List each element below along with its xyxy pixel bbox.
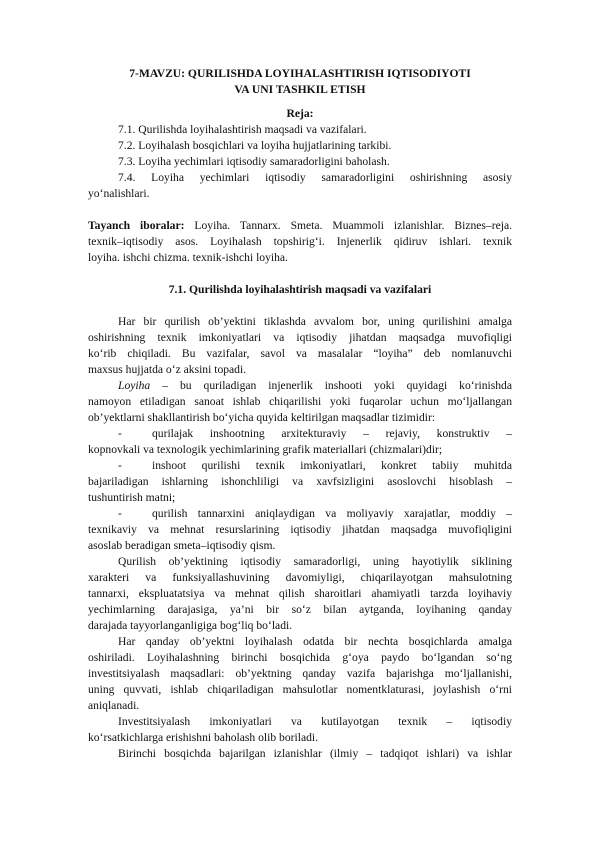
para3-line-3: tannarxi, ekspluatatsiya va mehnat qilish sharoitlari ahamiyatli tarzda loyihaviy (88, 587, 512, 600)
topic-title (88, 66, 512, 98)
bullet-2-dash: - (118, 459, 122, 472)
para2-line-1 (88, 378, 512, 394)
bullet-2-line-3: tushuntirish matni; (88, 491, 176, 504)
para5-line-2: ko‘rsatkichlarga erishishni baholash olib boriladi. (88, 731, 319, 744)
para4-line-4: uning quvvati, ishlab chiqariladigan mahsulotlar nomentklaturasi, joylashish o‘rni (88, 683, 512, 696)
keywords-line-2: texnik–iqtisodiy asos. Loyihalash topshirig‘i. Injenerlik qidiruv ishlari. texnik (88, 235, 512, 248)
para1-line-3: ko‘rib chiqiladi. Bu vazifalar, savol va masalalar “loyiha” deb nomlanuvchi (88, 347, 512, 360)
bullet-1-dash: - (118, 427, 122, 440)
topic-title-line-1: 7-MAVZU: QURILISHDA LOYIHALASHTIRISH IQTISODIYOTI (129, 67, 471, 80)
para4-line-1: Har qanday ob’yektni loyihalash odatda bir nechta bosqichlarda amalga (118, 635, 512, 648)
bullet-3-line-2: texnikaviy va mehnat resurslarining iqtisodiy jihatdan maqsadga muvofiqligini (88, 523, 512, 536)
para2-line-2: namoyon etiladigan sanoat ishlab chiqarilishi yoki fuqarolar uchun mo‘ljallangan (88, 395, 512, 408)
plan-item-1: 7.1. Qurilishda loyihalashtirish maqsadi va vazifalari. (118, 123, 367, 136)
para3-line-2: xarakteri va funksiyallashuvining davomiyligi, chiqarilayotgan mahsulotning (88, 571, 512, 584)
keywords-line-3: loyiha. ishchi chizma. texnik-ishchi loyiha. (88, 251, 288, 264)
bullet-1-line-1: qurilajak inshootning arxitekturaviy – rejaviy, konstruktiv – (152, 427, 512, 440)
plan-item-2: 7.2. Loyihalash bosqichlari va loyiha hujjatlarining tarkibi. (118, 139, 392, 152)
para3-line-4: yechimlarning darajasiga, ya’ni bir so‘z bilan aytganda, loyihaning qanday (88, 603, 512, 616)
loyiha-term: Loyiha (118, 379, 151, 392)
para4-line-3: investitsiyalash maqsadlari: ob’yektning qanday vazifa bajarishga mo‘ljallanishi, (88, 667, 512, 680)
bullet-3-dash: - (118, 507, 122, 520)
bullet-1-line-2: kopnovkali va texnologik yechimlarining grafik materiallari (chizmalari)dir; (88, 443, 443, 456)
para4-line-5: aniqlanadi. (88, 699, 140, 712)
para2-line-3: ob’yektlarni shakllantirish bo‘yicha quyida keltirilgan maqsadlar tizimidir: (88, 411, 436, 424)
keywords-line-1 (88, 218, 512, 234)
para1-line-4: maxsus hujjatda o‘z aksini topadi. (88, 363, 247, 376)
keywords-text-1: Loyiha. Tannarx. Smeta. Muammoli izlanishlar. Biznes–reja. (184, 219, 512, 232)
para3-line-1: Qurilish ob’yektining iqtisodiy samaradorligi, uning hayotiylik siklining (118, 555, 512, 568)
plan-item-3: 7.3. Loyiha yechimlari iqtisodiy samaradorligini baholash. (118, 155, 390, 168)
plan-item-4: 7.4. Loyiha yechimlari iqtisodiy samaradorligini oshirishning asosiy (118, 171, 512, 184)
bullet-3-line-3: asoslab beradigan smeta–iqtisodiy qism. (88, 539, 276, 552)
para1-line-1: Har bir qurilish ob’yektini tiklashda avvalom bor, uning qurilishini amalga (118, 315, 512, 328)
section-heading: 7.1. Qurilishda loyihalashtirish maqsadi va vazifalari (168, 283, 432, 296)
plan-heading: Reja: (286, 107, 314, 120)
para1-line-2: oshirishning texnik imkoniyatlari va iqtisodiy jihatdan maqsadga muvofiqligi (88, 331, 512, 344)
keywords-label: Tayanch iboralar: (88, 219, 185, 232)
para6-line-1: Birinchi bosqichda bajarilgan izlanishlar (ilmiy – tadqiqot ishlari) va ishlar (118, 747, 512, 760)
plan-item-4-cont: yo‘nalishlari. (88, 187, 150, 200)
para2-line-1-text: – bu quriladigan injenerlik inshooti yoki quyidagi ko‘rinishda (150, 379, 512, 392)
bullet-2-line-2: bajariladigan ishlarning ishonchliligi va xavfsizligini asoslovchi hisoblash – (88, 475, 512, 488)
para3-line-5: darajada tayyorlanganligiga bog‘liq bo‘ladi. (88, 619, 293, 632)
para5-line-1: Investitsiyalash imkoniyatlari va kutilayotgan texnik – iqtisodiy (118, 715, 512, 728)
bullet-2-line-1: inshoot qurilishi texnik imkoniyatlari, konkret tabiiy muhitda (152, 459, 512, 472)
bullet-3-line-1: qurilish tannarxini aniqlaydigan va moliyaviy xarajatlar, moddiy – (152, 507, 512, 520)
para4-line-2: oshiriladi. Loyihalashning birinchi bosqichida g‘oya paydo bo‘lgandan so‘ng (88, 651, 512, 664)
topic-title-line-2: VA UNI TASHKIL ETISH (234, 83, 366, 97)
